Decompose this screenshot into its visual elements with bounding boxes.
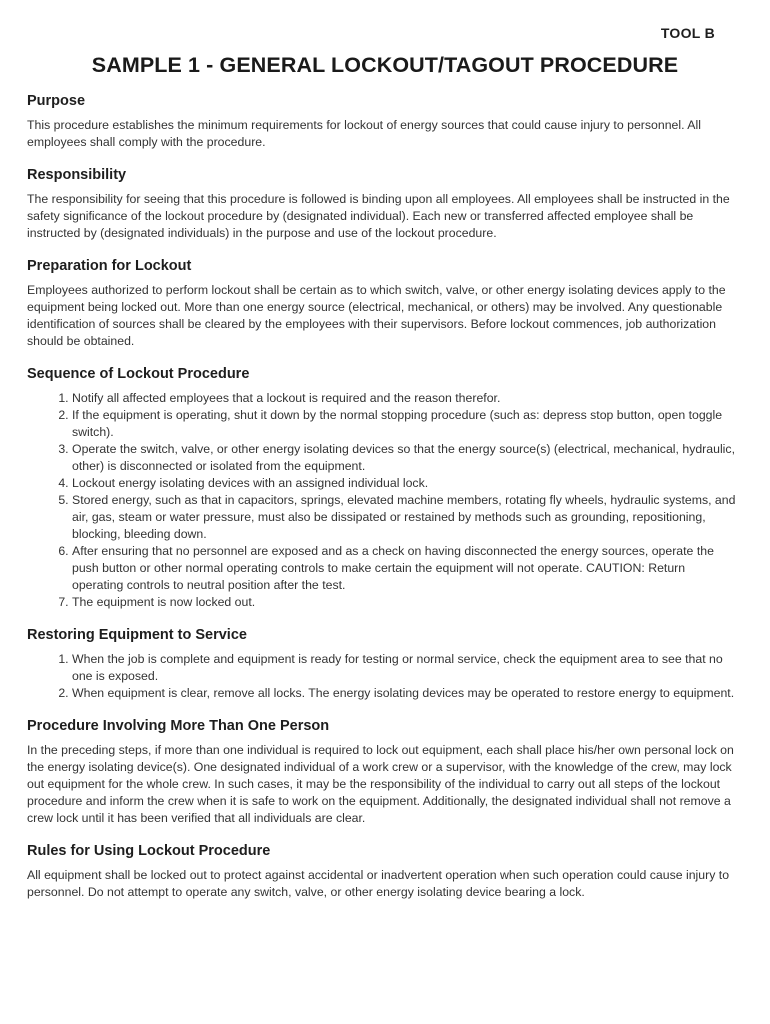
list-item: 6. After ensuring that no personnel are exposed and as a check on having disconnected the energy sources, operate the push button or other normal operating controls to make certain the equipment will not operate. CAUTION: Return operating controls to neutral position after the test. (72, 543, 739, 594)
section-text: This procedure establishes the minimum requirements for lockout of energy sources that could cause injury to personnel. All employees shall comply with the procedure. (27, 118, 701, 149)
section-heading: Sequence of Lockout Procedure (27, 366, 250, 382)
section-responsibility (27, 166, 739, 242)
page-title: SAMPLE 1 - GENERAL LOCKOUT/TAGOUT PROCEDURE (91, 53, 679, 77)
list-item: 1. When the job is complete and equipment is ready for testing or normal service, check the equipment area to see that no one is exposed. (72, 651, 739, 685)
section-text: The responsibility for seeing that this procedure is followed is binding upon all employees. All employees shall be instructed in the safety significance of the lockout procedure by (designated individual). Each new or transferred affected employee shall be instructed by (designated individuals) in the purpose and use of the lockout procedure. (27, 192, 730, 240)
section-more-than-one-person (27, 717, 739, 827)
section-heading: Restoring Equipment to Service (27, 627, 247, 643)
document-body (27, 92, 739, 916)
list-item: 4. Lockout energy isolating devices with an assigned individual lock. (72, 475, 739, 492)
list-item: 3. Operate the switch, valve, or other energy isolating devices so that the energy source(s) (electrical, mechanical, hydraulic, other) is disconnected or isolated from the equipment. (72, 441, 739, 475)
section-heading: Procedure Involving More Than One Person (27, 718, 330, 734)
restoring-list (27, 651, 739, 702)
list-item: 5. Stored energy, such as that in capacitors, springs, elevated machine members, rotating fly wheels, hydraulic systems, and air, gas, steam or water pressure, must also be dissipated or restained by methods such as grounding, repositioning, blocking, bleeding down. (72, 492, 739, 543)
list-item: 7. The equipment is now locked out. (72, 594, 739, 611)
section-text: All equipment shall be locked out to protect against accidental or inadvertent operation when such operation could cause injury to personnel. Do not attempt to operate any switch, valve, or other energy isolating device bearing a lock. (27, 868, 730, 899)
list-item: 2. When equipment is clear, remove all locks. The energy isolating devices may be operated to restore energy to equipment. (72, 685, 739, 702)
section-heading: Rules for Using Lockout Procedure (27, 843, 271, 859)
section-rules (27, 842, 739, 901)
section-heading: Purpose (27, 93, 86, 109)
sequence-list (27, 390, 739, 611)
section-heading: Preparation for Lockout (27, 258, 192, 274)
section-purpose (27, 92, 739, 151)
list-item: 1. Notify all affected employees that a lockout is required and the reason therefor. (72, 390, 739, 407)
section-preparation (27, 257, 739, 350)
section-text: In the preceding steps, if more than one individual is required to lock out equipment, each shall place his/her own personal lock on the energy isolating device(s). One designated individual of a work crew or a supervisor, with the knowledge of the crew, may lock out equipment for the whole crew. In such cases, it may be the responsibility of the individual to carry out all steps of the lockout procedure and inform the crew when it is safe to work on the equipment. Additionally, the designated individual shall not remove a crew lock until it has been verified that all individuals are clear. (27, 743, 734, 825)
section-heading: Responsibility (27, 167, 127, 183)
tool-label: TOOL B (660, 25, 715, 41)
section-sequence (27, 365, 739, 611)
list-item: 2. If the equipment is operating, shut it down by the normal stopping procedure (such as: depress stop button, open toggle switch). (72, 407, 739, 441)
section-restoring (27, 626, 739, 702)
section-text: Employees authorized to perform lockout shall be certain as to which switch, valve, or other energy isolating devices apply to the equipment being locked out. More than one energy source (electrical, mechanical, or others) may be involved. Any questionable identification of sources shall be cleared by the employees with their supervisors. Before lockout commences, job authorization should be obtained. (27, 283, 726, 348)
